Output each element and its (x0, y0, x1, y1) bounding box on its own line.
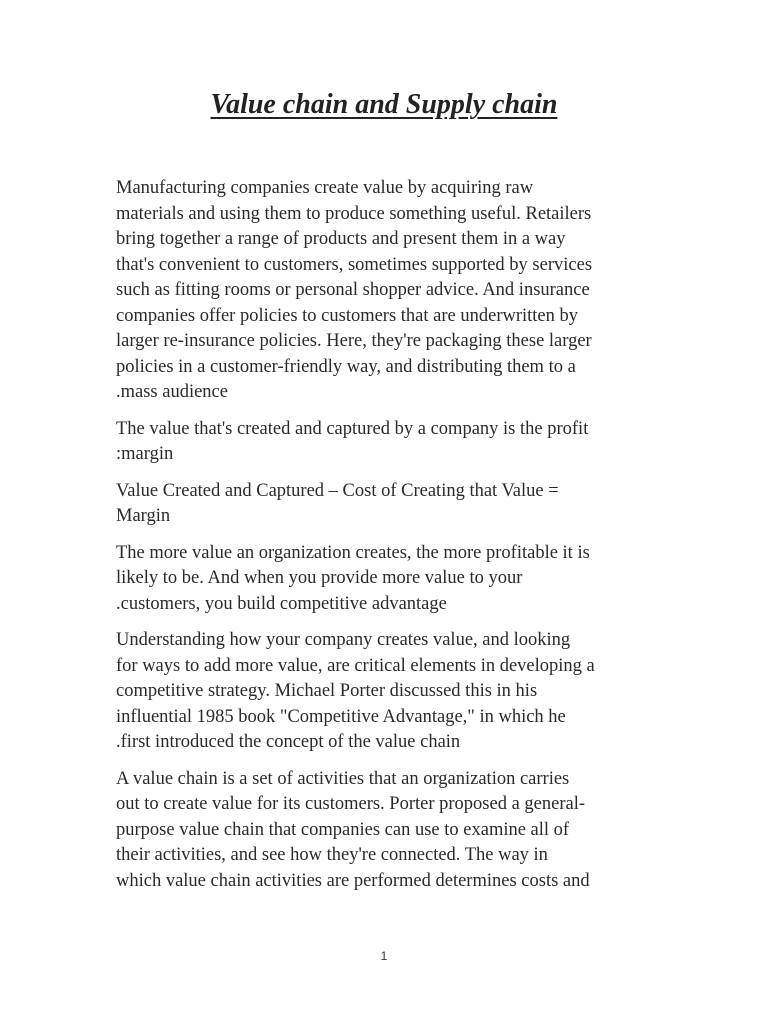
page-number: 1 (380, 949, 388, 963)
text-line: such as fitting rooms or personal shopper advice. And insurance (116, 280, 590, 300)
text-line: competitive strategy. Michael Porter discussed this in his (116, 681, 538, 701)
paragraph-competitive-advantage (116, 541, 656, 618)
text-line: their activities, and see how they're connected. The way in (116, 845, 548, 865)
text-line: Understanding how your company creates value, and looking (116, 630, 571, 650)
text-line: Margin (116, 506, 171, 526)
text-line: The more value an organization creates, the more profitable it is (116, 542, 590, 563)
text-line: The value that's created and captured by a company is the profit (116, 418, 589, 439)
text-line: .first introduced the concept of the value chain (116, 732, 461, 752)
text-line: policies in a customer-friendly way, and distributing them to a (116, 356, 576, 377)
text-line: influential 1985 book "Competitive Advantage," in which he (116, 706, 566, 727)
text-line: Manufacturing companies create value by acquiring raw (116, 178, 534, 198)
text-line: .customers, you build competitive advantage (116, 593, 447, 614)
paragraph-margin-formula (116, 479, 656, 530)
text-line: .mass audience (116, 382, 228, 402)
text-line: A value chain is a set of activities that an organization carries (116, 768, 570, 789)
paragraph-porter-intro (116, 628, 656, 756)
text-line: out to create value for its customers. Porter proposed a general- (116, 794, 586, 814)
document-body (116, 176, 656, 905)
text-line: bring together a range of products and present them in a way (116, 229, 566, 249)
text-line: purpose value chain that companies can use to examine all of (116, 819, 570, 840)
text-line: for ways to add more value, are critical elements in developing a (116, 655, 595, 676)
text-line: Value Created and Captured – Cost of Creating that Value = (116, 480, 559, 501)
text-line: that's convenient to customers, sometimes supported by services (116, 254, 593, 275)
text-line: materials and using them to produce something useful. Retailers (116, 203, 592, 224)
text-line: larger re-insurance policies. Here, they're packaging these larger (116, 331, 592, 351)
paragraph-profit-margin (116, 417, 656, 468)
text-line: :margin (116, 444, 174, 464)
document-title: Value chain and Supply chain (210, 89, 558, 120)
paragraph-value-chain-definition (116, 767, 656, 895)
paragraph-manufacturing (116, 176, 656, 406)
text-line: companies offer policies to customers that are underwritten by (116, 305, 579, 326)
text-line: which value chain activities are performed determines costs and (116, 870, 590, 891)
text-line: likely to be. And when you provide more value to your (116, 568, 523, 588)
